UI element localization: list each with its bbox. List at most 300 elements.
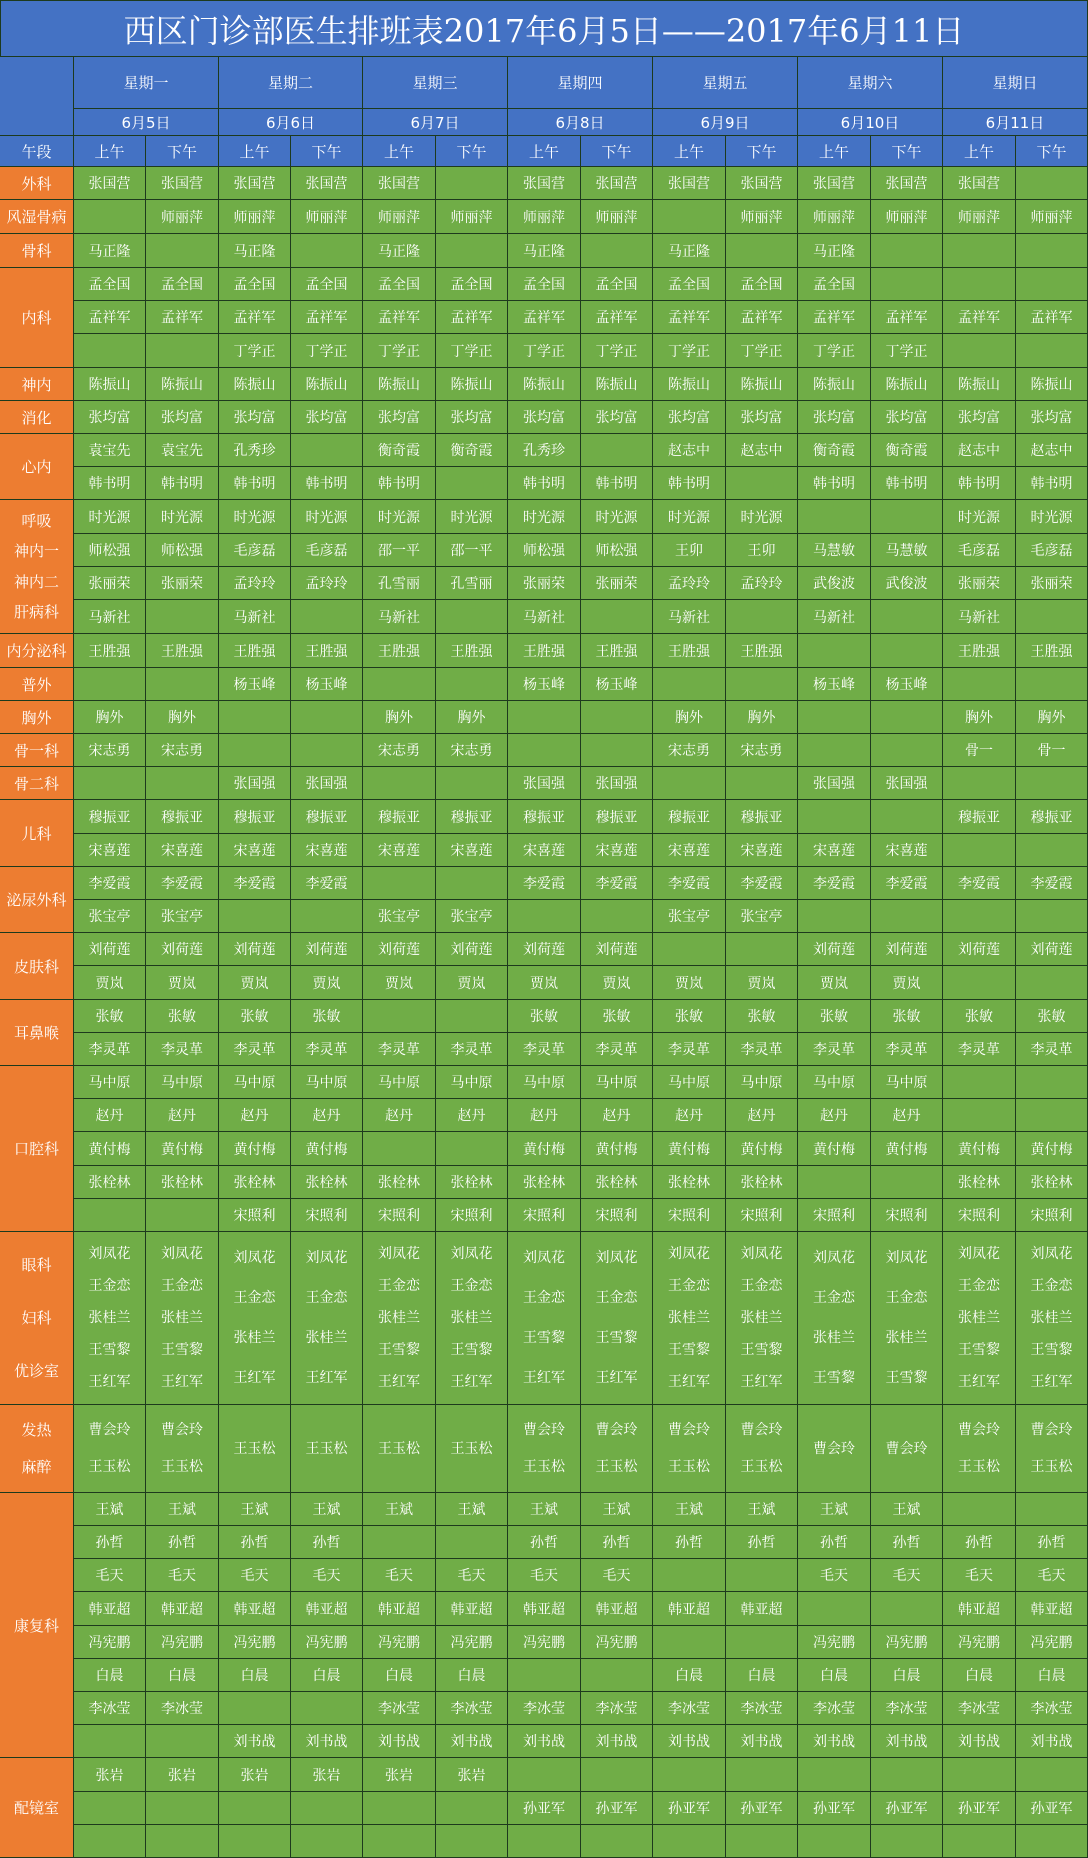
doctor-cell [74, 767, 146, 800]
doctor-cell: 张国营 [653, 167, 726, 200]
doctor-cell: 刘荷莲 [1016, 933, 1088, 966]
doctor-cell: 张栓林 [1016, 1166, 1088, 1199]
doctor-cell [74, 668, 146, 701]
doctor-cell: 孔雪丽 [436, 567, 508, 600]
doctor-cell [871, 634, 943, 668]
doctor-cell [291, 900, 363, 933]
doctor-name: 曹会玲 [595, 1421, 638, 1438]
doctor-cell [436, 1526, 508, 1559]
doctor-cell: 毛天 [581, 1559, 653, 1592]
doctor-cell: 李爱霞 [219, 867, 291, 900]
doctor-cell: 师丽萍 [291, 200, 363, 234]
doctor-cell: 衡奇霞 [363, 434, 436, 467]
doctor-name: 王雪黎 [450, 1342, 493, 1358]
doctor-cell [653, 1825, 726, 1858]
doctor-stack [653, 1405, 726, 1493]
doctor-stack [581, 1232, 653, 1405]
doctor-cell: 张敏 [798, 1000, 871, 1033]
doctor-cell [508, 734, 581, 767]
doctor-name: 王红军 [740, 1374, 783, 1390]
doctor-cell: 张岩 [363, 1758, 436, 1792]
doctor-cell: 黄付梅 [508, 1132, 581, 1166]
doctor-cell: 宋照利 [219, 1199, 291, 1232]
doctor-cell: 张国营 [219, 167, 291, 200]
doctor-cell: 贾岚 [726, 966, 798, 1000]
doctor-name: 王红军 [1030, 1374, 1073, 1390]
doctor-cell: 张敏 [146, 1000, 219, 1033]
doctor-cell [798, 634, 871, 668]
department-label: 口腔科 [0, 1066, 74, 1232]
doctor-cell: 张敏 [219, 1000, 291, 1033]
doctor-cell: 时光源 [1016, 500, 1088, 534]
doctor-cell: 白晨 [436, 1659, 508, 1692]
doctor-cell: 武俊波 [798, 567, 871, 600]
doctor-cell: 陈振山 [943, 368, 1016, 401]
doctor-cell: 李冰莹 [871, 1692, 943, 1725]
doctor-cell: 宋照利 [726, 1199, 798, 1232]
doctor-cell: 丁学正 [653, 334, 726, 368]
doctor-cell: 穆振亚 [1016, 800, 1088, 834]
doctor-cell: 张栓林 [363, 1166, 436, 1199]
doctor-cell: 李冰莹 [653, 1692, 726, 1725]
doctor-cell: 刘书战 [943, 1725, 1016, 1758]
doctor-cell: 刘荷莲 [291, 933, 363, 966]
doctor-cell: 张均富 [146, 401, 219, 434]
doctor-cell: 王斌 [871, 1493, 943, 1526]
doctor-cell: 陈振山 [291, 368, 363, 401]
pm-header: 下午 [1016, 136, 1088, 167]
doctor-cell: 孙哲 [726, 1526, 798, 1559]
doctor-cell: 刘书战 [653, 1725, 726, 1758]
doctor-cell: 白晨 [146, 1659, 219, 1692]
doctor-cell: 宋照利 [436, 1199, 508, 1232]
doctor-cell [1016, 234, 1088, 268]
doctor-cell: 李冰莹 [508, 1692, 581, 1725]
doctor-cell [798, 900, 871, 933]
doctor-cell: 孙哲 [291, 1526, 363, 1559]
doctor-cell: 贾岚 [219, 966, 291, 1000]
doctor-cell: 胸外 [74, 701, 146, 734]
doctor-cell: 时光源 [291, 500, 363, 534]
doctor-cell: 孟祥军 [943, 301, 1016, 334]
doctor-cell: 张敏 [726, 1000, 798, 1033]
doctor-cell: 韩亚超 [436, 1592, 508, 1626]
doctor-cell: 师丽萍 [871, 200, 943, 234]
doctor-name: 王玉松 [1030, 1459, 1073, 1476]
doctor-name: 王金恋 [378, 1278, 420, 1294]
doctor-cell: 冯宪鹏 [146, 1626, 219, 1659]
doctor-cell: 宋志勇 [363, 734, 436, 767]
doctor-name: 曹会玲 [813, 1440, 855, 1457]
doctor-name: 王玉松 [958, 1459, 1000, 1476]
doctor-cell: 陈振山 [871, 368, 943, 401]
doctor-cell: 李灵革 [581, 1033, 653, 1066]
department-label: 胸外 [0, 701, 74, 734]
doctor-cell: 张国营 [581, 167, 653, 200]
doctor-cell [219, 900, 291, 933]
department-label: 骨二科 [0, 767, 74, 800]
doctor-name: 张桂兰 [233, 1330, 276, 1346]
doctor-stack [291, 1405, 363, 1493]
doctor-stack [74, 1232, 146, 1405]
doctor-cell: 穆振亚 [943, 800, 1016, 834]
doctor-cell: 张栓林 [146, 1166, 219, 1199]
doctor-cell [798, 734, 871, 767]
doctor-cell: 邵一平 [363, 534, 436, 567]
doctor-cell: 马正隆 [508, 234, 581, 268]
doctor-cell: 张均富 [581, 401, 653, 434]
doctor-cell: 丁学正 [363, 334, 436, 368]
pm-header: 下午 [581, 136, 653, 167]
doctor-cell: 毛彦磊 [291, 534, 363, 567]
doctor-cell [943, 966, 1016, 1000]
doctor-cell: 宋志勇 [74, 734, 146, 767]
doctor-cell: 张国营 [508, 167, 581, 200]
doctor-cell: 王卯 [726, 534, 798, 567]
doctor-cell: 师松强 [74, 534, 146, 567]
doctor-cell: 衡奇霞 [871, 434, 943, 467]
doctor-cell: 王胜强 [943, 634, 1016, 668]
doctor-cell [291, 734, 363, 767]
doctor-cell [726, 234, 798, 268]
doctor-cell: 马中原 [798, 1066, 871, 1099]
doctor-cell [653, 668, 726, 701]
doctor-name: 王玉松 [378, 1440, 420, 1457]
doctor-name: 王玉松 [740, 1459, 783, 1476]
doctor-cell: 黄付梅 [581, 1132, 653, 1166]
doctor-name: 王金恋 [668, 1278, 710, 1294]
doctor-cell: 孙亚军 [943, 1792, 1016, 1825]
doctor-cell: 马中原 [581, 1066, 653, 1099]
doctor-cell [943, 1099, 1016, 1132]
doctor-cell [146, 1825, 219, 1858]
doctor-cell: 张国营 [871, 167, 943, 200]
doctor-cell: 张均富 [436, 401, 508, 434]
day-header: 星期二 [219, 57, 363, 109]
doctor-cell: 穆振亚 [74, 800, 146, 834]
doctor-cell: 李冰莹 [798, 1692, 871, 1725]
doctor-cell: 张栓林 [74, 1166, 146, 1199]
doctor-cell: 冯宪鹏 [74, 1626, 146, 1659]
doctor-cell: 孟祥军 [871, 301, 943, 334]
doctor-cell: 韩亚超 [943, 1592, 1016, 1626]
doctor-cell: 李灵革 [798, 1033, 871, 1066]
doctor-name: 王金恋 [233, 1290, 276, 1306]
doctor-cell: 张敏 [508, 1000, 581, 1033]
am-header: 上午 [508, 136, 581, 167]
doctor-cell: 丁学正 [219, 334, 291, 368]
doctor-cell [74, 1792, 146, 1825]
doctor-cell: 冯宪鹏 [1016, 1626, 1088, 1659]
am-header: 上午 [798, 136, 871, 167]
doctor-name: 王雪黎 [523, 1330, 565, 1346]
doctor-cell: 张栓林 [653, 1166, 726, 1199]
doctor-cell: 马正隆 [219, 234, 291, 268]
doctor-cell [1016, 668, 1088, 701]
doctor-cell: 刘书战 [1016, 1725, 1088, 1758]
doctor-name: 王金恋 [523, 1290, 565, 1306]
department-name: 神内二 [13, 572, 59, 591]
doctor-cell: 贾岚 [508, 966, 581, 1000]
page-title: 西区门诊部医生排班表2017年6月5日——2017年6月11日 [0, 0, 1088, 57]
doctor-stack [943, 1232, 1016, 1405]
doctor-name: 张桂兰 [668, 1310, 710, 1326]
doctor-cell: 黄付梅 [291, 1132, 363, 1166]
doctor-cell: 时光源 [363, 500, 436, 534]
doctor-cell: 毛天 [436, 1559, 508, 1592]
doctor-cell: 李冰莹 [1016, 1692, 1088, 1725]
doctor-name: 王红军 [161, 1374, 203, 1390]
doctor-cell: 刘书战 [291, 1725, 363, 1758]
doctor-cell: 丁学正 [798, 334, 871, 368]
doctor-cell: 李灵革 [943, 1033, 1016, 1066]
doctor-cell: 孙哲 [798, 1526, 871, 1559]
doctor-name: 王雪黎 [958, 1342, 1000, 1358]
doctor-cell: 毛天 [74, 1559, 146, 1592]
doctor-stack [508, 1405, 581, 1493]
doctor-cell: 宋照利 [943, 1199, 1016, 1232]
doctor-cell [726, 467, 798, 500]
doctor-cell: 韩书明 [871, 467, 943, 500]
doctor-cell: 张均富 [508, 401, 581, 434]
doctor-cell: 孟玲玲 [219, 567, 291, 600]
doctor-name: 曹会玲 [668, 1421, 710, 1438]
doctor-cell [871, 234, 943, 268]
doctor-cell [943, 268, 1016, 301]
doctor-name: 刘凤花 [1030, 1246, 1073, 1262]
doctor-cell: 孔秀珍 [508, 434, 581, 467]
doctor-cell: 冯宪鹏 [943, 1626, 1016, 1659]
doctor-cell: 孟祥军 [1016, 301, 1088, 334]
doctor-cell: 王胜强 [74, 634, 146, 668]
doctor-cell: 刘荷莲 [219, 933, 291, 966]
department-label: 风湿骨病 [0, 200, 74, 234]
doctor-stack [508, 1232, 581, 1405]
doctor-cell: 宋喜莲 [74, 834, 146, 867]
doctor-cell: 韩书明 [74, 467, 146, 500]
doctor-cell: 李冰莹 [943, 1692, 1016, 1725]
doctor-cell: 张均富 [363, 401, 436, 434]
doctor-cell: 张均富 [871, 401, 943, 434]
doctor-cell: 李灵革 [726, 1033, 798, 1066]
doctor-cell: 王斌 [363, 1493, 436, 1526]
doctor-cell: 赵丹 [363, 1099, 436, 1132]
department-label [0, 1232, 74, 1405]
pm-header: 下午 [871, 136, 943, 167]
doctor-stack [146, 1232, 219, 1405]
doctor-cell: 王斌 [74, 1493, 146, 1526]
doctor-cell: 冯宪鹏 [798, 1626, 871, 1659]
doctor-cell [363, 867, 436, 900]
doctor-stack [363, 1232, 436, 1405]
doctor-cell: 宋志勇 [436, 734, 508, 767]
doctor-cell: 赵丹 [508, 1099, 581, 1132]
doctor-cell [871, 268, 943, 301]
doctor-cell: 白晨 [1016, 1659, 1088, 1692]
doctor-cell: 孙亚军 [798, 1792, 871, 1825]
doctor-cell: 胸外 [436, 701, 508, 734]
doctor-cell [871, 734, 943, 767]
doctor-cell [1016, 1066, 1088, 1099]
doctor-name: 王红军 [305, 1370, 348, 1386]
doctor-cell [363, 668, 436, 701]
doctor-cell [436, 467, 508, 500]
doctor-cell: 孙哲 [871, 1526, 943, 1559]
doctor-cell: 宋喜莲 [219, 834, 291, 867]
doctor-cell: 丁学正 [581, 334, 653, 368]
doctor-cell: 马新社 [653, 600, 726, 634]
doctor-name: 王金恋 [161, 1278, 203, 1294]
doctor-cell: 黄付梅 [943, 1132, 1016, 1166]
doctor-cell [363, 1526, 436, 1559]
doctor-cell: 李冰莹 [363, 1692, 436, 1725]
doctor-cell [1016, 334, 1088, 368]
doctor-cell: 刘荷莲 [146, 933, 219, 966]
doctor-cell [943, 668, 1016, 701]
day-header: 星期五 [653, 57, 798, 109]
doctor-name: 王金恋 [595, 1290, 638, 1306]
doctor-name: 刘凤花 [813, 1250, 855, 1266]
doctor-cell: 宋喜莲 [871, 834, 943, 867]
doctor-cell: 赵丹 [581, 1099, 653, 1132]
doctor-cell [1016, 1493, 1088, 1526]
doctor-cell: 刘书战 [436, 1725, 508, 1758]
doctor-cell [363, 1825, 436, 1858]
doctor-cell: 韩书明 [363, 467, 436, 500]
doctor-cell: 孟祥军 [363, 301, 436, 334]
doctor-cell: 韩书明 [581, 467, 653, 500]
doctor-cell: 孙哲 [653, 1526, 726, 1559]
doctor-name: 张桂兰 [813, 1330, 855, 1346]
doctor-cell: 张均富 [219, 401, 291, 434]
doctor-name: 王玉松 [595, 1459, 638, 1476]
doctor-cell: 师丽萍 [436, 200, 508, 234]
doctor-cell [943, 834, 1016, 867]
doctor-name: 刘凤花 [595, 1250, 638, 1266]
doctor-name: 刘凤花 [523, 1250, 565, 1266]
doctor-cell: 杨玉峰 [581, 668, 653, 701]
doctor-cell: 韩亚超 [1016, 1592, 1088, 1626]
doctor-cell [146, 234, 219, 268]
department-label: 皮肤科 [0, 933, 74, 1000]
doctor-name: 王红军 [595, 1370, 638, 1386]
department-name: 肝病科 [13, 602, 59, 621]
doctor-cell: 马中原 [146, 1066, 219, 1099]
doctor-cell: 贾岚 [871, 966, 943, 1000]
doctor-cell [798, 500, 871, 534]
doctor-cell: 马中原 [291, 1066, 363, 1099]
doctor-name: 张桂兰 [958, 1310, 1000, 1326]
department-label: 泌尿外科 [0, 867, 74, 933]
doctor-cell: 黄付梅 [74, 1132, 146, 1166]
doctor-cell [508, 1758, 581, 1792]
doctor-cell [653, 200, 726, 234]
doctor-cell: 韩亚超 [726, 1592, 798, 1626]
doctor-cell: 张岩 [436, 1758, 508, 1792]
doctor-name: 王红军 [668, 1374, 710, 1390]
doctor-cell [871, 500, 943, 534]
doctor-name: 刘凤花 [233, 1250, 276, 1266]
doctor-cell: 马新社 [508, 600, 581, 634]
day-header: 星期三 [363, 57, 508, 109]
doctor-cell: 王胜强 [581, 634, 653, 668]
doctor-name: 王金恋 [813, 1290, 855, 1306]
doctor-cell: 张国营 [291, 167, 363, 200]
department-label: 骨科 [0, 234, 74, 268]
doctor-cell [943, 1493, 1016, 1526]
doctor-cell [871, 701, 943, 734]
department-label: 心内 [0, 434, 74, 500]
doctor-cell [871, 900, 943, 933]
department-name: 优诊室 [13, 1362, 59, 1381]
doctor-name: 曹会玲 [523, 1421, 565, 1438]
doctor-name: 刘凤花 [161, 1246, 203, 1262]
doctor-cell: 孟祥军 [798, 301, 871, 334]
doctor-cell: 师丽萍 [508, 200, 581, 234]
doctor-cell: 王斌 [146, 1493, 219, 1526]
doctor-stack [1016, 1405, 1088, 1493]
doctor-cell: 张敏 [943, 1000, 1016, 1033]
doctor-cell: 马新社 [74, 600, 146, 634]
doctor-name: 王金恋 [740, 1278, 783, 1294]
doctor-cell: 刘书战 [508, 1725, 581, 1758]
doctor-cell: 张均富 [291, 401, 363, 434]
doctor-cell: 王胜强 [436, 634, 508, 668]
doctor-cell: 贾岚 [436, 966, 508, 1000]
doctor-cell: 赵丹 [291, 1099, 363, 1132]
doctor-cell [291, 434, 363, 467]
doctor-cell [436, 767, 508, 800]
doctor-cell [943, 1825, 1016, 1858]
date-header: 6月10日 [798, 109, 943, 136]
doctor-cell: 孟全国 [291, 268, 363, 301]
doctor-cell: 时光源 [74, 500, 146, 534]
doctor-cell: 李灵革 [291, 1033, 363, 1066]
doctor-stack [219, 1232, 291, 1405]
doctor-cell: 胸外 [363, 701, 436, 734]
doctor-cell: 陈振山 [74, 368, 146, 401]
doctor-cell: 孟全国 [363, 268, 436, 301]
doctor-cell: 黄付梅 [146, 1132, 219, 1166]
doctor-cell: 孟全国 [219, 268, 291, 301]
doctor-name: 刘凤花 [740, 1246, 783, 1262]
doctor-cell [74, 1199, 146, 1232]
doctor-cell: 李爱霞 [726, 867, 798, 900]
doctor-cell [653, 1758, 726, 1792]
doctor-cell: 孙亚军 [653, 1792, 726, 1825]
doctor-cell: 冯宪鹏 [219, 1626, 291, 1659]
doctor-cell: 冯宪鹏 [508, 1626, 581, 1659]
doctor-name: 王金恋 [1030, 1278, 1073, 1294]
doctor-cell [871, 600, 943, 634]
doctor-cell: 毛天 [508, 1559, 581, 1592]
doctor-name: 王雪黎 [1030, 1342, 1073, 1358]
doctor-cell: 王胜强 [508, 634, 581, 668]
doctor-name: 王红军 [523, 1370, 565, 1386]
doctor-cell: 韩亚超 [363, 1592, 436, 1626]
doctor-cell: 李灵革 [653, 1033, 726, 1066]
doctor-cell [943, 1066, 1016, 1099]
doctor-cell [871, 1166, 943, 1199]
doctor-cell [1016, 1825, 1088, 1858]
doctor-stack [798, 1405, 871, 1493]
doctor-cell: 孙亚军 [581, 1792, 653, 1825]
doctor-cell: 张岩 [74, 1758, 146, 1792]
doctor-cell: 宋照利 [363, 1199, 436, 1232]
doctor-cell: 张国强 [798, 767, 871, 800]
doctor-cell [74, 200, 146, 234]
doctor-cell: 张国强 [291, 767, 363, 800]
